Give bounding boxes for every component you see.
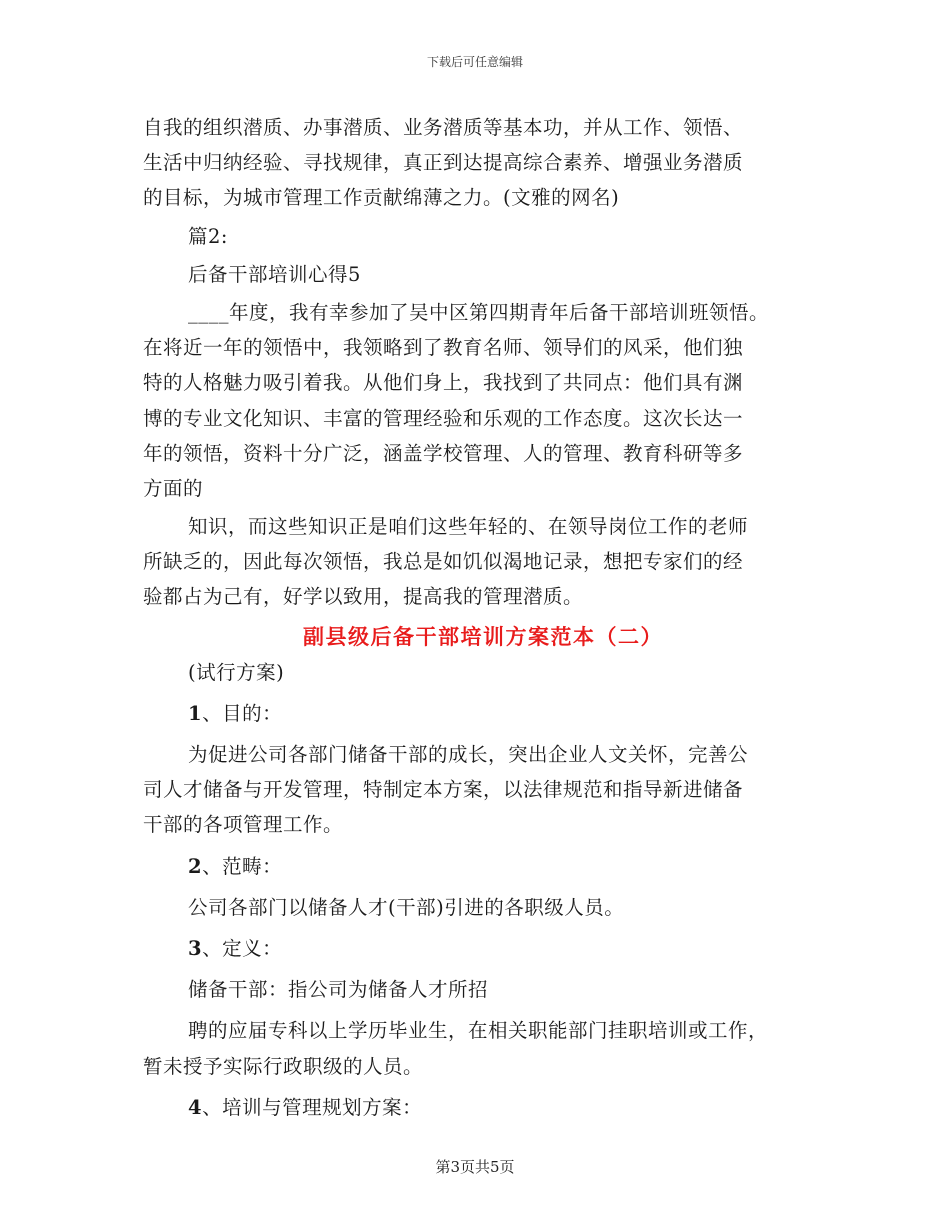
text-line: 博的专业文化知识、丰富的管理经验和乐观的工作态度。这次长达一 — [143, 406, 744, 430]
item-label: 、定义： — [202, 936, 283, 960]
text-line: 干部的各项管理工作。 — [143, 813, 344, 837]
text-line: 方面的 — [143, 476, 204, 500]
text-line: 所缺乏的，因此每次领悟，我总是如饥似渴地记录，想把专家们的经 — [143, 550, 744, 574]
text-line: 聘的应届专科以上学历毕业生，在相关职能部门挂职培训或工作， — [188, 1019, 769, 1043]
item-number: 2 — [188, 854, 203, 878]
text-line: ____年度，我有幸参加了吴中区第四期青年后备干部培训班领悟。 — [188, 300, 770, 324]
item-heading-1 — [143, 696, 823, 731]
text-line: 生活中归纳经验、寻找规律，真正到达提高综合素养、增强业务潜质 — [143, 151, 744, 175]
page-header-note: 下载后可任意编辑 — [426, 55, 523, 69]
document-body — [143, 110, 823, 1125]
section-subtitle: (试行方案) — [188, 660, 285, 684]
section-title: 副县级后备干部培训方案范本（二） — [303, 623, 663, 649]
section-label: 篇2: — [188, 224, 228, 248]
item-label: 、培训与管理规划方案： — [202, 1095, 423, 1119]
text-line: 司人才储备与开发管理，特制定本方案，以法律规范和指导新进储备 — [143, 778, 744, 802]
item-number: 4 — [188, 1095, 203, 1119]
item-heading-2 — [143, 849, 823, 884]
text-line: 公司各部门以储备人才(干部)引进的各职级人员。 — [188, 895, 625, 919]
page-footer: 第3页共5页 — [435, 1158, 515, 1176]
item-number: 3 — [188, 936, 203, 960]
text-line: 特的人格魅力吸引着我。从他们身上，我找到了共同点：他们具有渊 — [143, 371, 744, 395]
item-heading-4 — [143, 1090, 823, 1125]
item-label: 、范畴： — [202, 854, 283, 878]
text-line: 验都占为己有，好学以致用，提高我的管理潜质。 — [143, 585, 584, 609]
text-line: 储备干部：指公司为储备人才所招 — [188, 978, 489, 1002]
item-heading-3 — [143, 931, 823, 966]
essay-heading: 后备干部培训心得5 — [188, 262, 361, 286]
text-line: 知识，而这些知识正是咱们这些年轻的、在领导岗位工作的老师 — [188, 515, 749, 539]
text-line: 为促进公司各部门储备干部的成长，突出企业人文关怀，完善公 — [188, 743, 749, 766]
text-line: 自我的组织潜质、办事潜质、业务潜质等基本功，并从工作、领悟、 — [143, 116, 744, 139]
item-label: 、目的： — [202, 701, 283, 725]
text-line: 年的领悟，资料十分广泛，涵盖学校管理、人的管理、教育科研等多 — [143, 441, 744, 465]
text-line: 的目标，为城市管理工作贡献绵薄之力。(文雅的网名) — [143, 186, 620, 210]
text-line: 暂未授予实际行政职级的人员。 — [143, 1054, 424, 1078]
text-line: 在将近一年的领悟中，我领略到了教育名师、领导们的风采，他们独 — [143, 336, 744, 360]
item-number: 1 — [188, 701, 203, 725]
